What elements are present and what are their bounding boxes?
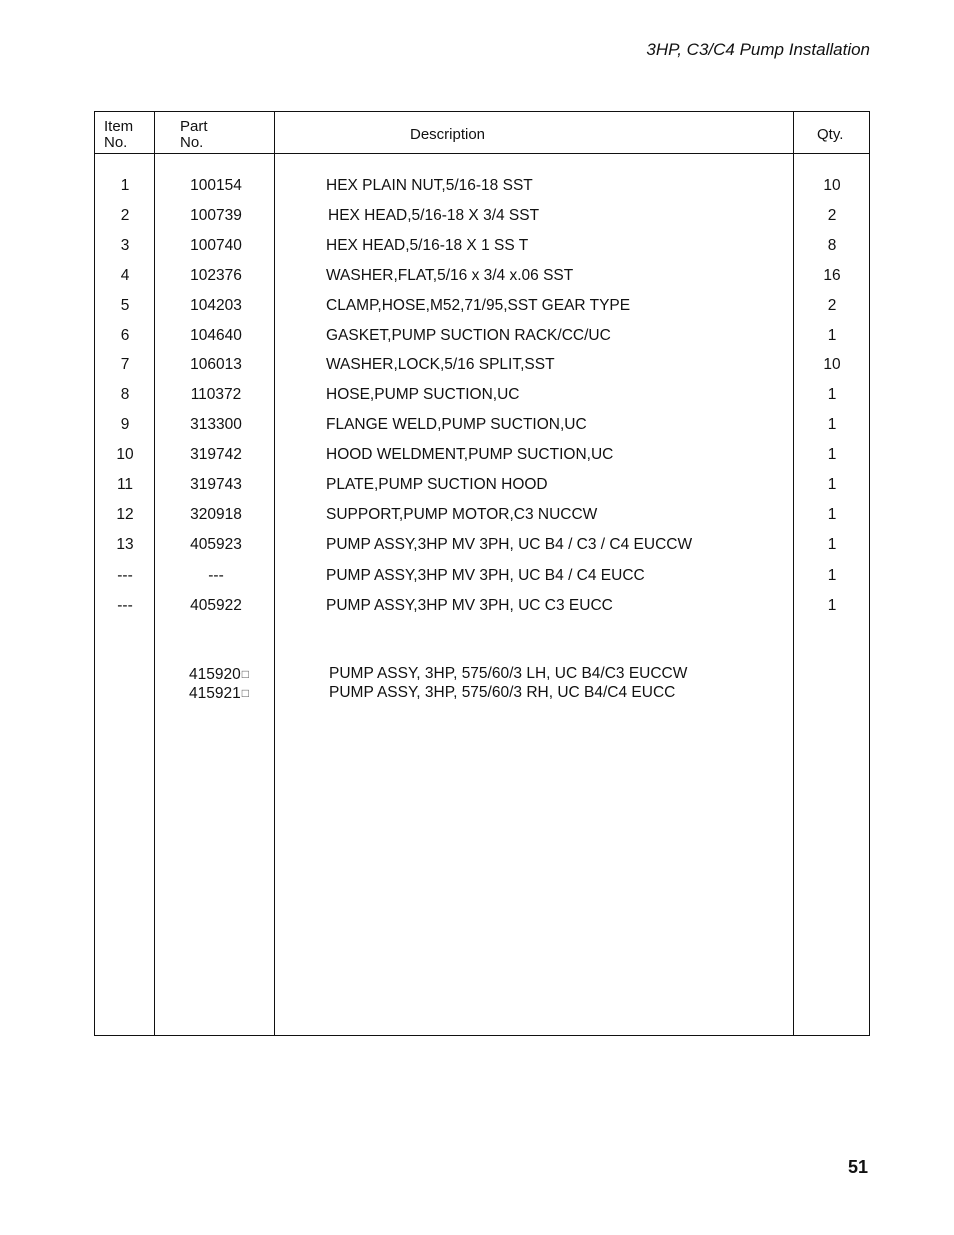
- checkbox-marker-icon: □: [241, 686, 249, 700]
- note-part-number-text: 415920: [189, 666, 241, 683]
- row-item-number: ---: [117, 567, 133, 584]
- row-item-number: 12: [116, 506, 134, 523]
- row-part-number: 100154: [190, 177, 242, 194]
- row-part-number: 110372: [190, 386, 242, 403]
- header-item-line1: Item: [104, 118, 134, 135]
- row-quantity: 1: [827, 446, 837, 463]
- note-description: PUMP ASSY, 3HP, 575/60/3 LH, UC B4/C3 EUCCW: [329, 665, 688, 682]
- row-quantity: 1: [827, 386, 837, 403]
- row-quantity: 1: [827, 327, 837, 344]
- header-part-line2: No.: [180, 134, 204, 151]
- row-part-number: ---: [208, 567, 224, 584]
- row-item-number: ---: [117, 597, 133, 614]
- row-item-number: 11: [116, 476, 134, 493]
- note-part-number: [189, 665, 249, 684]
- header-item-line2: No.: [104, 134, 128, 151]
- header-part-line1: Part: [180, 118, 208, 135]
- row-description: PUMP ASSY,3HP MV 3PH, UC B4 / C4 EUCC: [326, 567, 645, 584]
- header-item-no: [104, 119, 133, 151]
- row-quantity: 8: [827, 237, 837, 254]
- row-item-number: 3: [120, 237, 130, 254]
- row-quantity: 1: [827, 506, 837, 523]
- row-quantity: 2: [827, 207, 837, 224]
- row-item-number: 7: [120, 356, 130, 373]
- row-description: HOSE,PUMP SUCTION,UC: [326, 386, 520, 403]
- page-number: 51: [847, 1157, 868, 1177]
- row-quantity: 1: [827, 416, 837, 433]
- row-description: HEX PLAIN NUT,5/16-18 SST: [326, 177, 533, 194]
- row-item-number: 13: [116, 536, 134, 553]
- row-description: WASHER,LOCK,5/16 SPLIT,SST: [326, 356, 555, 373]
- row-description: PUMP ASSY,3HP MV 3PH, UC B4 / C3 / C4 EUCCW: [326, 536, 693, 553]
- row-description: PUMP ASSY,3HP MV 3PH, UC C3 EUCC: [326, 597, 613, 614]
- row-item-number: 10: [116, 446, 134, 463]
- running-head-title: 3HP, C3/C4 Pump Installation: [646, 40, 870, 59]
- row-part-number: 104640: [190, 327, 242, 344]
- row-part-number: 405922: [190, 597, 242, 614]
- row-quantity: 2: [827, 297, 837, 314]
- row-description: WASHER,FLAT,5/16 x 3/4 x.06 SST: [326, 267, 574, 284]
- checkbox-marker-icon: □: [241, 667, 249, 681]
- row-item-number: 4: [120, 267, 130, 284]
- row-description: FLANGE WELD,PUMP SUCTION,UC: [326, 416, 587, 433]
- row-description: SUPPORT,PUMP MOTOR,C3 NUCCW: [326, 506, 598, 523]
- row-description: PLATE,PUMP SUCTION HOOD: [326, 476, 548, 493]
- row-item-number: 1: [120, 177, 130, 194]
- row-part-number: 102376: [190, 267, 242, 284]
- header-part-no: [180, 119, 208, 151]
- header-description: Description: [410, 126, 486, 143]
- row-part-number: 100740: [190, 237, 242, 254]
- row-quantity: 10: [823, 356, 841, 373]
- row-part-number: 405923: [190, 536, 242, 553]
- row-description: HEX HEAD,5/16-18 X 1 SS T: [326, 237, 529, 254]
- note-part-number-text: 415921: [189, 685, 241, 702]
- row-part-number: 319743: [190, 476, 242, 493]
- row-part-number: 313300: [190, 416, 242, 433]
- note-part-number: [189, 684, 249, 703]
- row-description: GASKET,PUMP SUCTION RACK/CC/UC: [326, 327, 611, 344]
- row-quantity: 10: [823, 177, 841, 194]
- row-item-number: 9: [120, 416, 130, 433]
- row-description: CLAMP,HOSE,M52,71/95,SST GEAR TYPE: [326, 297, 631, 314]
- row-description: HOOD WELDMENT,PUMP SUCTION,UC: [326, 446, 614, 463]
- row-item-number: 6: [120, 327, 130, 344]
- header-divider: [95, 153, 869, 154]
- row-item-number: 8: [120, 386, 130, 403]
- row-quantity: 1: [827, 597, 837, 614]
- row-part-number: 100739: [190, 207, 242, 224]
- parts-table: [94, 111, 870, 1036]
- note-description: PUMP ASSY, 3HP, 575/60/3 RH, UC B4/C4 EUCC: [329, 684, 676, 701]
- row-description: HEX HEAD,5/16-18 X 3/4 SST: [328, 207, 540, 224]
- row-part-number: 320918: [190, 506, 242, 523]
- row-quantity: 1: [827, 567, 837, 584]
- row-part-number: 106013: [190, 356, 242, 373]
- row-part-number: 319742: [190, 446, 242, 463]
- column-divider-description: [793, 112, 794, 1035]
- row-item-number: 2: [120, 207, 130, 224]
- row-quantity: 16: [823, 267, 841, 284]
- header-qty: Qty.: [817, 126, 844, 143]
- row-item-number: 5: [120, 297, 130, 314]
- row-quantity: 1: [827, 476, 837, 493]
- row-quantity: 1: [827, 536, 837, 553]
- row-part-number: 104203: [190, 297, 242, 314]
